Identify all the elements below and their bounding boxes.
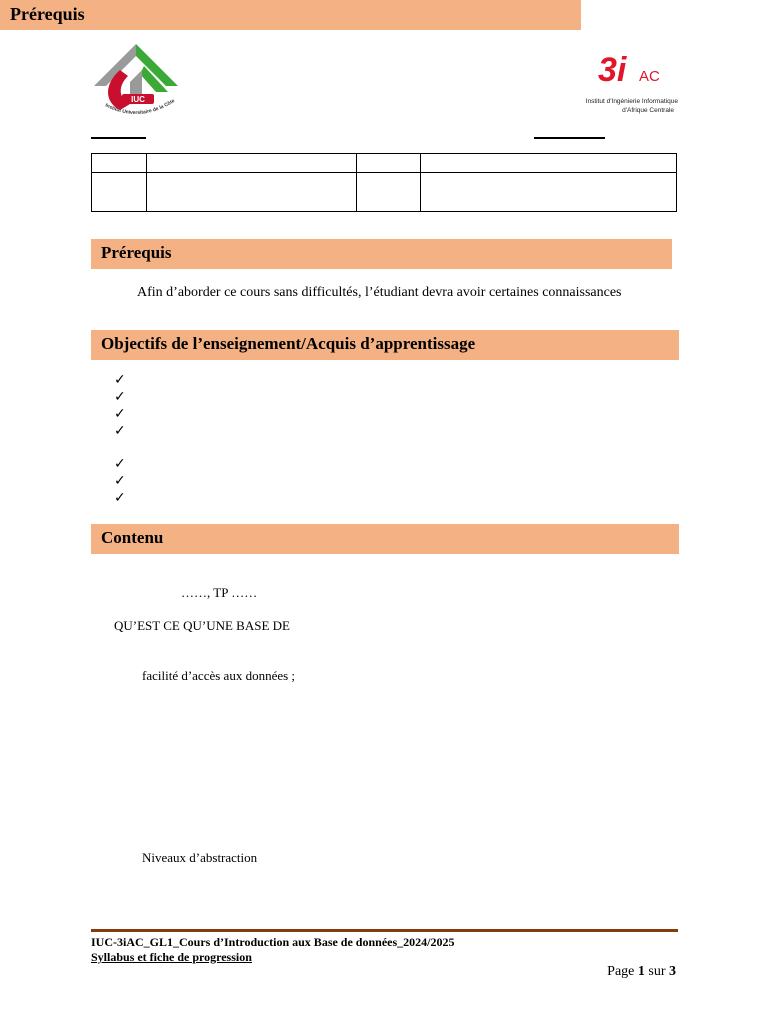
section-prerequis-title: Prérequis — [101, 243, 172, 262]
footer-course-title: IUC-3iAC_GL1_Cours d’Introduction aux Base de données_2024/2025 — [91, 935, 455, 949]
table-cell — [147, 154, 357, 173]
table-cell — [357, 173, 421, 212]
table-cell — [357, 154, 421, 173]
footer-subtitle: Syllabus et fiche de progression — [91, 950, 252, 964]
section-objectifs-title: Objectifs de l’enseignement/Acquis d’apprentissage — [101, 334, 476, 353]
page-total: 3 — [669, 964, 676, 979]
page-number — [607, 964, 676, 980]
top-header-title: Prérequis — [10, 4, 85, 24]
check-icon: ✓ — [114, 406, 126, 422]
underline-left — [91, 137, 146, 139]
contenu-line1: ……, TP …… — [181, 585, 258, 600]
table-cell — [421, 154, 677, 173]
table-cell — [92, 154, 147, 173]
check-icon: ✓ — [114, 473, 126, 489]
section-contenu-title: Contenu — [101, 528, 164, 547]
contenu-line3: facilité d’accès aux données ; — [142, 668, 296, 683]
iuc-logo-text: IUC — [131, 95, 145, 104]
contenu-line4: Niveaux d’abstraction — [142, 850, 258, 865]
table-cell — [92, 173, 147, 212]
check-icon: ✓ — [114, 389, 126, 405]
top-header-bar — [0, 0, 581, 30]
table-cell — [147, 173, 357, 212]
prerequis-text: Afin d’aborder ce cours sans difficultés, l’étudiant devra avoir certaines connaissances — [137, 285, 622, 300]
iuc-ring-text: Institut Universitaire de la Côte — [104, 98, 177, 117]
check-icon: ✓ — [114, 372, 126, 388]
iuc-logo — [90, 40, 182, 122]
check-icon: ✓ — [114, 456, 126, 472]
page-label: Page — [607, 964, 635, 979]
3iac-mark-suffix: AC — [639, 68, 660, 85]
underline-right — [534, 137, 605, 139]
page-sep: sur — [648, 964, 666, 979]
table-row — [92, 154, 677, 173]
3iac-logo — [582, 45, 682, 117]
info-table — [91, 153, 677, 212]
footer-rule — [91, 929, 678, 932]
check-icon: ✓ — [114, 490, 126, 506]
check-icon: ✓ — [114, 423, 126, 439]
3iac-line1: Institut d'Ingénierie Informatique — [585, 98, 678, 105]
3iac-mark: 3i — [598, 51, 627, 89]
contenu-line2: QU’EST CE QU’UNE BASE DE — [114, 618, 290, 633]
section-objectifs — [91, 330, 679, 360]
table-cell — [421, 173, 677, 212]
table-row — [92, 173, 677, 212]
section-contenu — [91, 524, 679, 554]
page-current: 1 — [637, 964, 645, 979]
section-prerequis — [91, 239, 672, 269]
3iac-line2: d'Afrique Centrale — [622, 107, 674, 114]
